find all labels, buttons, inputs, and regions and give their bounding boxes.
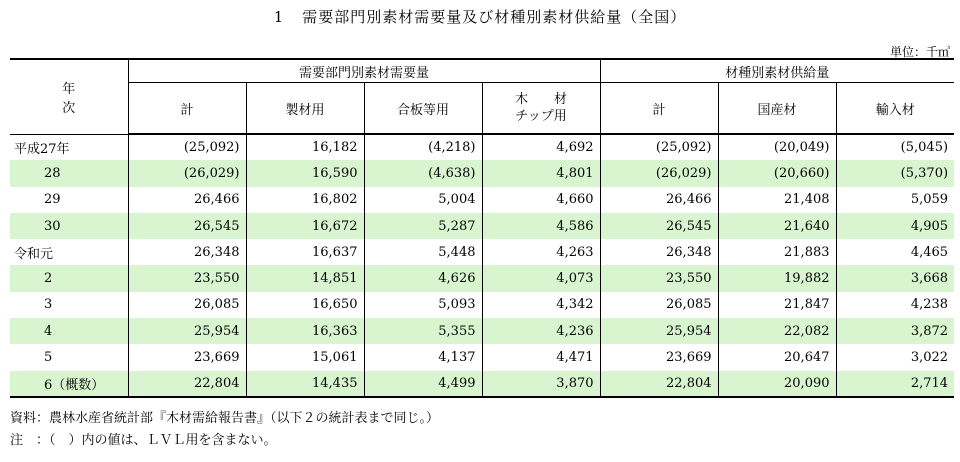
year-cell: 2 <box>10 265 128 291</box>
value-cell: 26,466 <box>128 187 246 213</box>
sawmill-header: 製材用 <box>246 83 364 135</box>
year-cell: 29 <box>10 187 128 213</box>
table-title <box>0 6 960 27</box>
year-cell: 30 <box>10 213 128 239</box>
value-cell: 20,090 <box>718 371 836 397</box>
value-cell: 4,238 <box>910 297 949 313</box>
value-cell: 16,637 <box>246 239 364 265</box>
value-cell: (25,092) <box>600 134 718 160</box>
year-cell: 3 <box>10 292 128 318</box>
value-cell: 4,236 <box>482 318 600 344</box>
table-row <box>10 134 954 160</box>
value-cell: 3,870 <box>482 371 600 397</box>
value-cell: 25,954 <box>600 318 718 344</box>
year-cell: 令和元 <box>10 239 128 265</box>
value-cell: 4,660 <box>482 187 600 213</box>
value-cell: 3,872 <box>910 323 949 339</box>
value-cell: (20,049) <box>718 134 836 160</box>
table-row <box>10 160 954 186</box>
table-title-text: 需要部門別素材需要量及び材種別素材供給量（全国） <box>302 8 687 26</box>
value-cell: 21,640 <box>718 213 836 239</box>
value-cell: 21,847 <box>718 292 836 318</box>
value-cell: (5,045) <box>900 140 949 156</box>
value-cell: 14,435 <box>246 371 364 397</box>
value-cell: 4,499 <box>364 371 482 397</box>
value-cell: 5,448 <box>364 239 482 265</box>
value-cell: 4,626 <box>364 265 482 291</box>
year-cell: 5 <box>10 344 128 370</box>
value-cell: (26,029) <box>600 160 718 186</box>
table-row <box>10 371 954 397</box>
table-row <box>10 213 954 239</box>
supply-group-header: 材種別素材供給量 <box>600 59 954 83</box>
value-cell: 4,692 <box>482 134 600 160</box>
value-cell: 23,550 <box>128 265 246 291</box>
value-cell: 21,408 <box>718 187 836 213</box>
value-cell: (4,218) <box>364 134 482 160</box>
value-cell: (20,660) <box>718 160 836 186</box>
year-cell: 4 <box>10 318 128 344</box>
value-cell: (25,092) <box>128 134 246 160</box>
year-column-header: 年 次 <box>10 59 128 134</box>
value-cell: 16,650 <box>246 292 364 318</box>
value-cell: 4,073 <box>482 265 600 291</box>
table-number: 1 <box>273 8 285 26</box>
woodchip-header-line2: チップ用 <box>515 109 567 124</box>
footnotes <box>10 408 439 452</box>
value-cell: 4,342 <box>482 292 600 318</box>
table-row <box>10 292 954 318</box>
value-cell: 22,804 <box>128 371 246 397</box>
value-cell: 5,355 <box>364 318 482 344</box>
source-note: 資料：農林水産省統計部『木材需給報告書』（以下２の統計表まで同じ。） <box>10 411 440 426</box>
value-cell: (4,638) <box>364 160 482 186</box>
table-row <box>10 318 954 344</box>
demand-total-header: 計 <box>128 83 246 135</box>
value-cell: (26,029) <box>128 160 246 186</box>
statistics-table <box>10 58 954 398</box>
year-cell: 28 <box>10 160 128 186</box>
value-cell: 3,022 <box>910 350 949 366</box>
value-cell: 19,882 <box>718 265 836 291</box>
value-cell: 5,287 <box>364 213 482 239</box>
unit-label: 単位：千㎥ <box>889 45 950 59</box>
value-cell: 5,093 <box>364 292 482 318</box>
plywood-header: 合板等用 <box>364 83 482 135</box>
value-cell: 26,545 <box>600 213 718 239</box>
value-cell: 22,082 <box>718 318 836 344</box>
value-cell: 26,085 <box>600 292 718 318</box>
value-cell: 16,363 <box>246 318 364 344</box>
value-cell: 23,669 <box>600 344 718 370</box>
value-cell: 16,672 <box>246 213 364 239</box>
value-cell: 14,851 <box>246 265 364 291</box>
year-cell: 6（概数） <box>10 371 128 397</box>
value-cell: 23,669 <box>128 344 246 370</box>
value-cell: 23,550 <box>600 265 718 291</box>
value-cell: 2,714 <box>836 371 954 397</box>
value-cell: 3,668 <box>910 271 949 287</box>
value-cell: 4,586 <box>482 213 600 239</box>
value-cell: 16,590 <box>246 160 364 186</box>
table-row <box>10 265 954 291</box>
value-cell: 5,059 <box>910 192 949 208</box>
value-cell: 5,004 <box>364 187 482 213</box>
demand-group-header: 需要部門別素材需要量 <box>128 59 600 83</box>
woodchip-header <box>482 83 600 135</box>
year-cell: 平成27年 <box>10 134 128 160</box>
imported-header: 輸入材 <box>836 83 954 135</box>
value-cell: 21,883 <box>718 239 836 265</box>
value-cell: 20,647 <box>718 344 836 370</box>
value-cell: 4,137 <box>364 344 482 370</box>
value-cell: 16,802 <box>246 187 364 213</box>
value-cell: 15,061 <box>246 344 364 370</box>
value-cell: 26,085 <box>128 292 246 318</box>
value-cell: (5,370) <box>900 165 949 181</box>
value-cell: 22,804 <box>600 371 718 397</box>
value-cell: 4,465 <box>910 244 949 260</box>
value-cell: 4,263 <box>482 239 600 265</box>
value-cell: 4,801 <box>482 160 600 186</box>
table-row <box>10 344 954 370</box>
supply-total-header: 計 <box>600 83 718 135</box>
value-cell: 26,545 <box>128 213 246 239</box>
value-cell: 4,471 <box>482 344 600 370</box>
value-note: 注 ：（ ）内の値は、ＬＶＬ用を含まない。 <box>10 433 277 448</box>
value-cell: 26,348 <box>600 239 718 265</box>
domestic-header: 国産材 <box>718 83 836 135</box>
table-row <box>10 239 954 265</box>
value-cell: 16,182 <box>246 134 364 160</box>
value-cell: 4,905 <box>910 218 949 234</box>
value-cell: 26,466 <box>600 187 718 213</box>
table-row <box>10 187 954 213</box>
woodchip-header-line1: 木 材 <box>515 92 568 107</box>
value-cell: 26,348 <box>128 239 246 265</box>
table-body <box>10 134 954 397</box>
value-cell: 25,954 <box>128 318 246 344</box>
